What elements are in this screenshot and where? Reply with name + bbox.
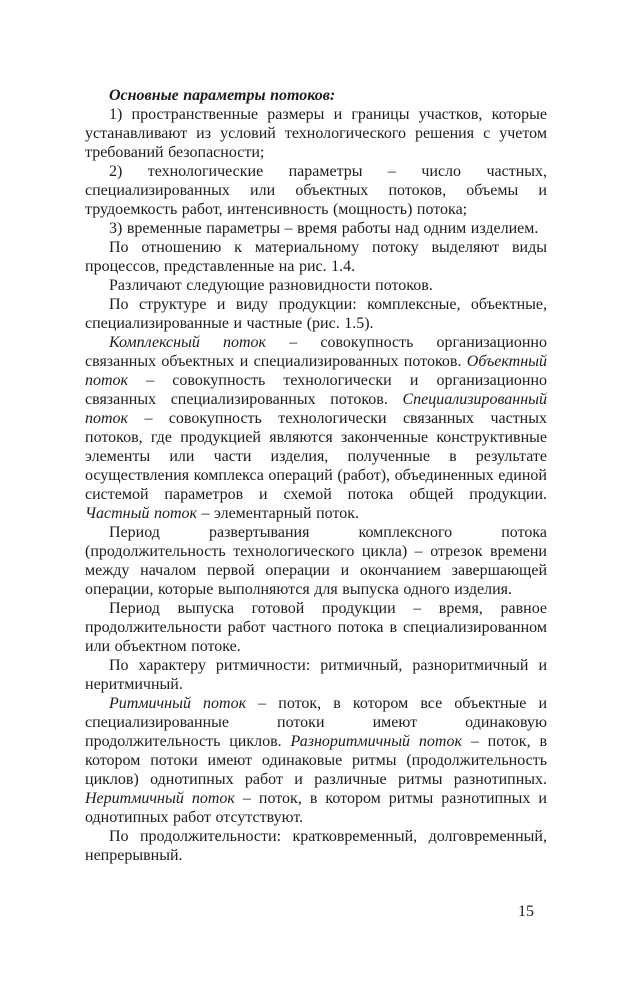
text-block [85, 86, 547, 865]
page-number: 15 [518, 903, 534, 920]
text-segment: Различают следующие разновидности потоков. [109, 277, 433, 294]
paragraph [85, 599, 547, 656]
text-segment: Период выпуска готовой продукции – время, равное продолжительности работ частного потока в специализированном или объектном потоке. [85, 600, 547, 655]
text-segment: Комплексный поток [109, 334, 267, 351]
text-segment: По отношению к материальному потоку выделяют виды процессов, представленные на рис. 1.4. [85, 239, 547, 275]
paragraph [85, 827, 547, 865]
text-segment: – поток, в котором потоки имеют одинаковые ритмы (продолжительность циклов) однотипных работ и различные ритмы разнотипных. [85, 733, 548, 788]
text-segment: – совокупность технологически и организационно связанных специализированных потоков. [85, 372, 547, 408]
text-segment: Период развертывания комплексного потока (продолжительность технологического цикла) – отрезок времени между началом первой операции и окончанием завершающей операции, которые выполняются для выпуска одного изделия. [85, 524, 547, 598]
paragraph [85, 219, 547, 238]
paragraph [85, 162, 547, 219]
paragraph [85, 333, 547, 523]
text-segment: По структуре и виду продукции: комплексные, объектные, специализированные и частные (рис. 1.5). [85, 296, 547, 332]
text-segment: 3) временные параметры – время работы над одним изделием. [109, 220, 539, 237]
text-segment: – элементарный поток. [197, 505, 360, 522]
text-segment: – совокупность организационно связанных объектных и специализированных потоков. [85, 334, 547, 370]
paragraph [85, 656, 547, 694]
text-segment: 1) пространственные размеры и границы участков, которые устанавливают из условий технологического решения с учетом требований безопасности; [85, 106, 547, 161]
text-segment: – поток, в котором ритмы разнотипных и однотипных работ отсутствуют. [85, 790, 547, 826]
text-segment: Ритмичный поток [109, 695, 247, 712]
text-segment: Разноритмичный поток [290, 733, 462, 750]
text-segment: Неритмичный поток [85, 790, 235, 807]
text-segment: Частный поток [85, 505, 197, 522]
text-segment: Специализированный поток [85, 391, 547, 427]
paragraph [85, 295, 547, 333]
paragraph [85, 523, 547, 599]
paragraph [85, 238, 547, 276]
text-segment: По характеру ритмичности: ритмичный, разноритмичный и неритмичный. [85, 657, 547, 693]
text-segment: Объектный поток [85, 353, 547, 389]
paragraph [85, 276, 547, 295]
text-segment: – совокупность технологически связанных частных потоков, где продукцией являются законченные конструктивные элементы или части изделия, полученные в результате осуществления комплекса операций (работ), объединенных единой системой параметров и схемой потока общей продукции. [85, 410, 547, 503]
text-segment: По продолжительности: кратковременный, долговременный, непрерывный. [85, 828, 547, 864]
text-segment: Основные параметры потоков: [109, 87, 336, 104]
paragraph [85, 694, 547, 827]
text-segment: 2) технологические параметры – число частных, специализированных или объектных потоков, объемы и трудоемкость работ, интенсивность (мощность) потока; [85, 163, 547, 218]
paragraph [85, 105, 547, 162]
text-segment: – поток, в котором все объектные и специализированные потоки имеют одинаковую продолжительность циклов. [85, 695, 547, 750]
paragraph [85, 86, 547, 105]
